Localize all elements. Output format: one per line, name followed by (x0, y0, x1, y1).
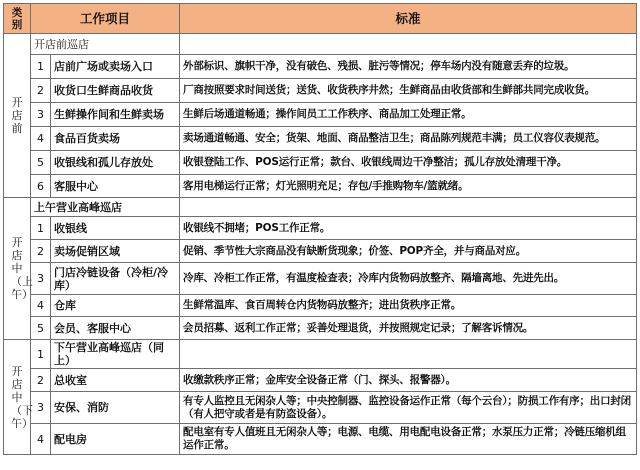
row-number: 3 (31, 103, 51, 127)
standard-text: 客用电梯运行正常；灯光照明充足；存包/手推购物车/篮就绪。 (180, 175, 637, 198)
table-row (4, 151, 637, 175)
work-item: 仓库 (51, 295, 180, 317)
subheader-standard-empty (180, 198, 637, 217)
row-number: 2 (31, 369, 51, 392)
row-number: 6 (31, 175, 51, 198)
section-subheader-row (4, 34, 637, 55)
row-number: 1 (31, 340, 51, 369)
work-item: 收银线和孤儿存放处 (51, 151, 180, 175)
category-cell: 开店中（下午） (4, 340, 31, 455)
category-cell: 开店中（上午） (4, 198, 31, 340)
standard-text: 生鲜常温库、食百周转仓内货物码放整齐；进出货秩序正常。 (180, 295, 637, 317)
standard-text: 收缴款秩序正常；金库安全设备正常（门、探头、报警器）。 (180, 369, 637, 392)
table-row (4, 263, 637, 295)
standard-text: 生鲜后场通道畅通；操作间员工工作秩序、商品加工处理正常。 (180, 103, 637, 127)
work-item: 门店冷链设备（冷柜/冷库） (51, 263, 180, 295)
table-row (4, 217, 637, 240)
standard-text: 外部标识、旗帜干净，没有破色、残损、脏污等情况；停车场内没有随意丢弃的垃圾。 (180, 55, 637, 79)
work-item: 客服中心 (51, 175, 180, 198)
standard-text: 厂商按照要求时间送货；送货、收货秩序井然；生鲜商品由收货部和生鲜部共同完成收货。 (180, 79, 637, 103)
work-item: 卖场促销区域 (51, 240, 180, 263)
row-number: 4 (31, 295, 51, 317)
standard-text: 会员招募、返利工作正常；妥善处理退货，并按照规定记录；了解客诉情况。 (180, 317, 637, 340)
section-subheader: 开店前巡店 (31, 34, 180, 55)
work-item: 下午营业高峰巡店（同上） (51, 340, 180, 369)
work-item: 食品百货卖场 (51, 127, 180, 151)
subheader-standard-empty (180, 34, 637, 55)
work-item: 店前广场或卖场入口 (51, 55, 180, 79)
inspection-table (3, 3, 637, 455)
table-row (4, 369, 637, 392)
header-item: 工作项目 (31, 4, 180, 34)
table-row (4, 175, 637, 198)
table-row (4, 317, 637, 340)
row-number: 5 (31, 317, 51, 340)
row-number: 2 (31, 240, 51, 263)
table-row (4, 424, 637, 455)
section-subheader: 上午营业高峰巡店 (31, 198, 180, 217)
header-standard: 标准 (180, 4, 637, 34)
table-row (4, 295, 637, 317)
work-item: 会员、客服中心 (51, 317, 180, 340)
row-number: 5 (31, 151, 51, 175)
table-row (4, 392, 637, 424)
standard-text: 收银登陆工作、POS运行正常；款台、收银线周边干净整洁；孤儿存放处清理干净。 (180, 151, 637, 175)
work-item: 收银线 (51, 217, 180, 240)
standard-text: 卖场通道畅通、安全；货架、地面、商品整洁卫生；商品陈列规范丰满；员工仪容仪表规范。 (180, 127, 637, 151)
standard-text (180, 340, 637, 369)
row-number: 3 (31, 392, 51, 424)
table-row (4, 79, 637, 103)
row-number: 1 (31, 55, 51, 79)
header-category: 类别 (4, 4, 31, 34)
section-subheader-row (4, 198, 637, 217)
row-number: 4 (31, 127, 51, 151)
work-item: 生鲜操作间和生鲜卖场 (51, 103, 180, 127)
row-number: 3 (31, 263, 51, 295)
row-number: 2 (31, 79, 51, 103)
row-number: 4 (31, 424, 51, 455)
work-item: 安保、消防 (51, 392, 180, 424)
standard-text: 促销、季节性大宗商品没有缺断货现象；价签、POP齐全，并与商品对应。 (180, 240, 637, 263)
table-row (4, 55, 637, 79)
table-row (4, 127, 637, 151)
table-row (4, 340, 637, 369)
standard-text: 配电室有专人值班且无闲杂人等；电源、电缆、用电配电设备正常；水泵压力正常；冷链压缩机组运作正常。 (180, 424, 637, 455)
row-number: 1 (31, 217, 51, 240)
category-cell: 开店前 (4, 34, 31, 198)
standard-text: 收银线不拥堵；POS工作正常。 (180, 217, 637, 240)
table-header-row (4, 4, 637, 34)
table-row (4, 103, 637, 127)
standard-text: 有专人监控且无闲杂人等；中央控制器、监控设备运作正常（每个云台）；防损工作有序；出口封闭（有人把守或者是有防盗设备）。 (180, 392, 637, 424)
work-item: 收货口生鲜商品收货 (51, 79, 180, 103)
work-item: 总收室 (51, 369, 180, 392)
standard-text: 冷库、冷柜工作正常，有温度检查表；冷库内货物码放整齐、隔墙离地、先进先出。 (180, 263, 637, 295)
table-row (4, 240, 637, 263)
work-item: 配电房 (51, 424, 180, 455)
